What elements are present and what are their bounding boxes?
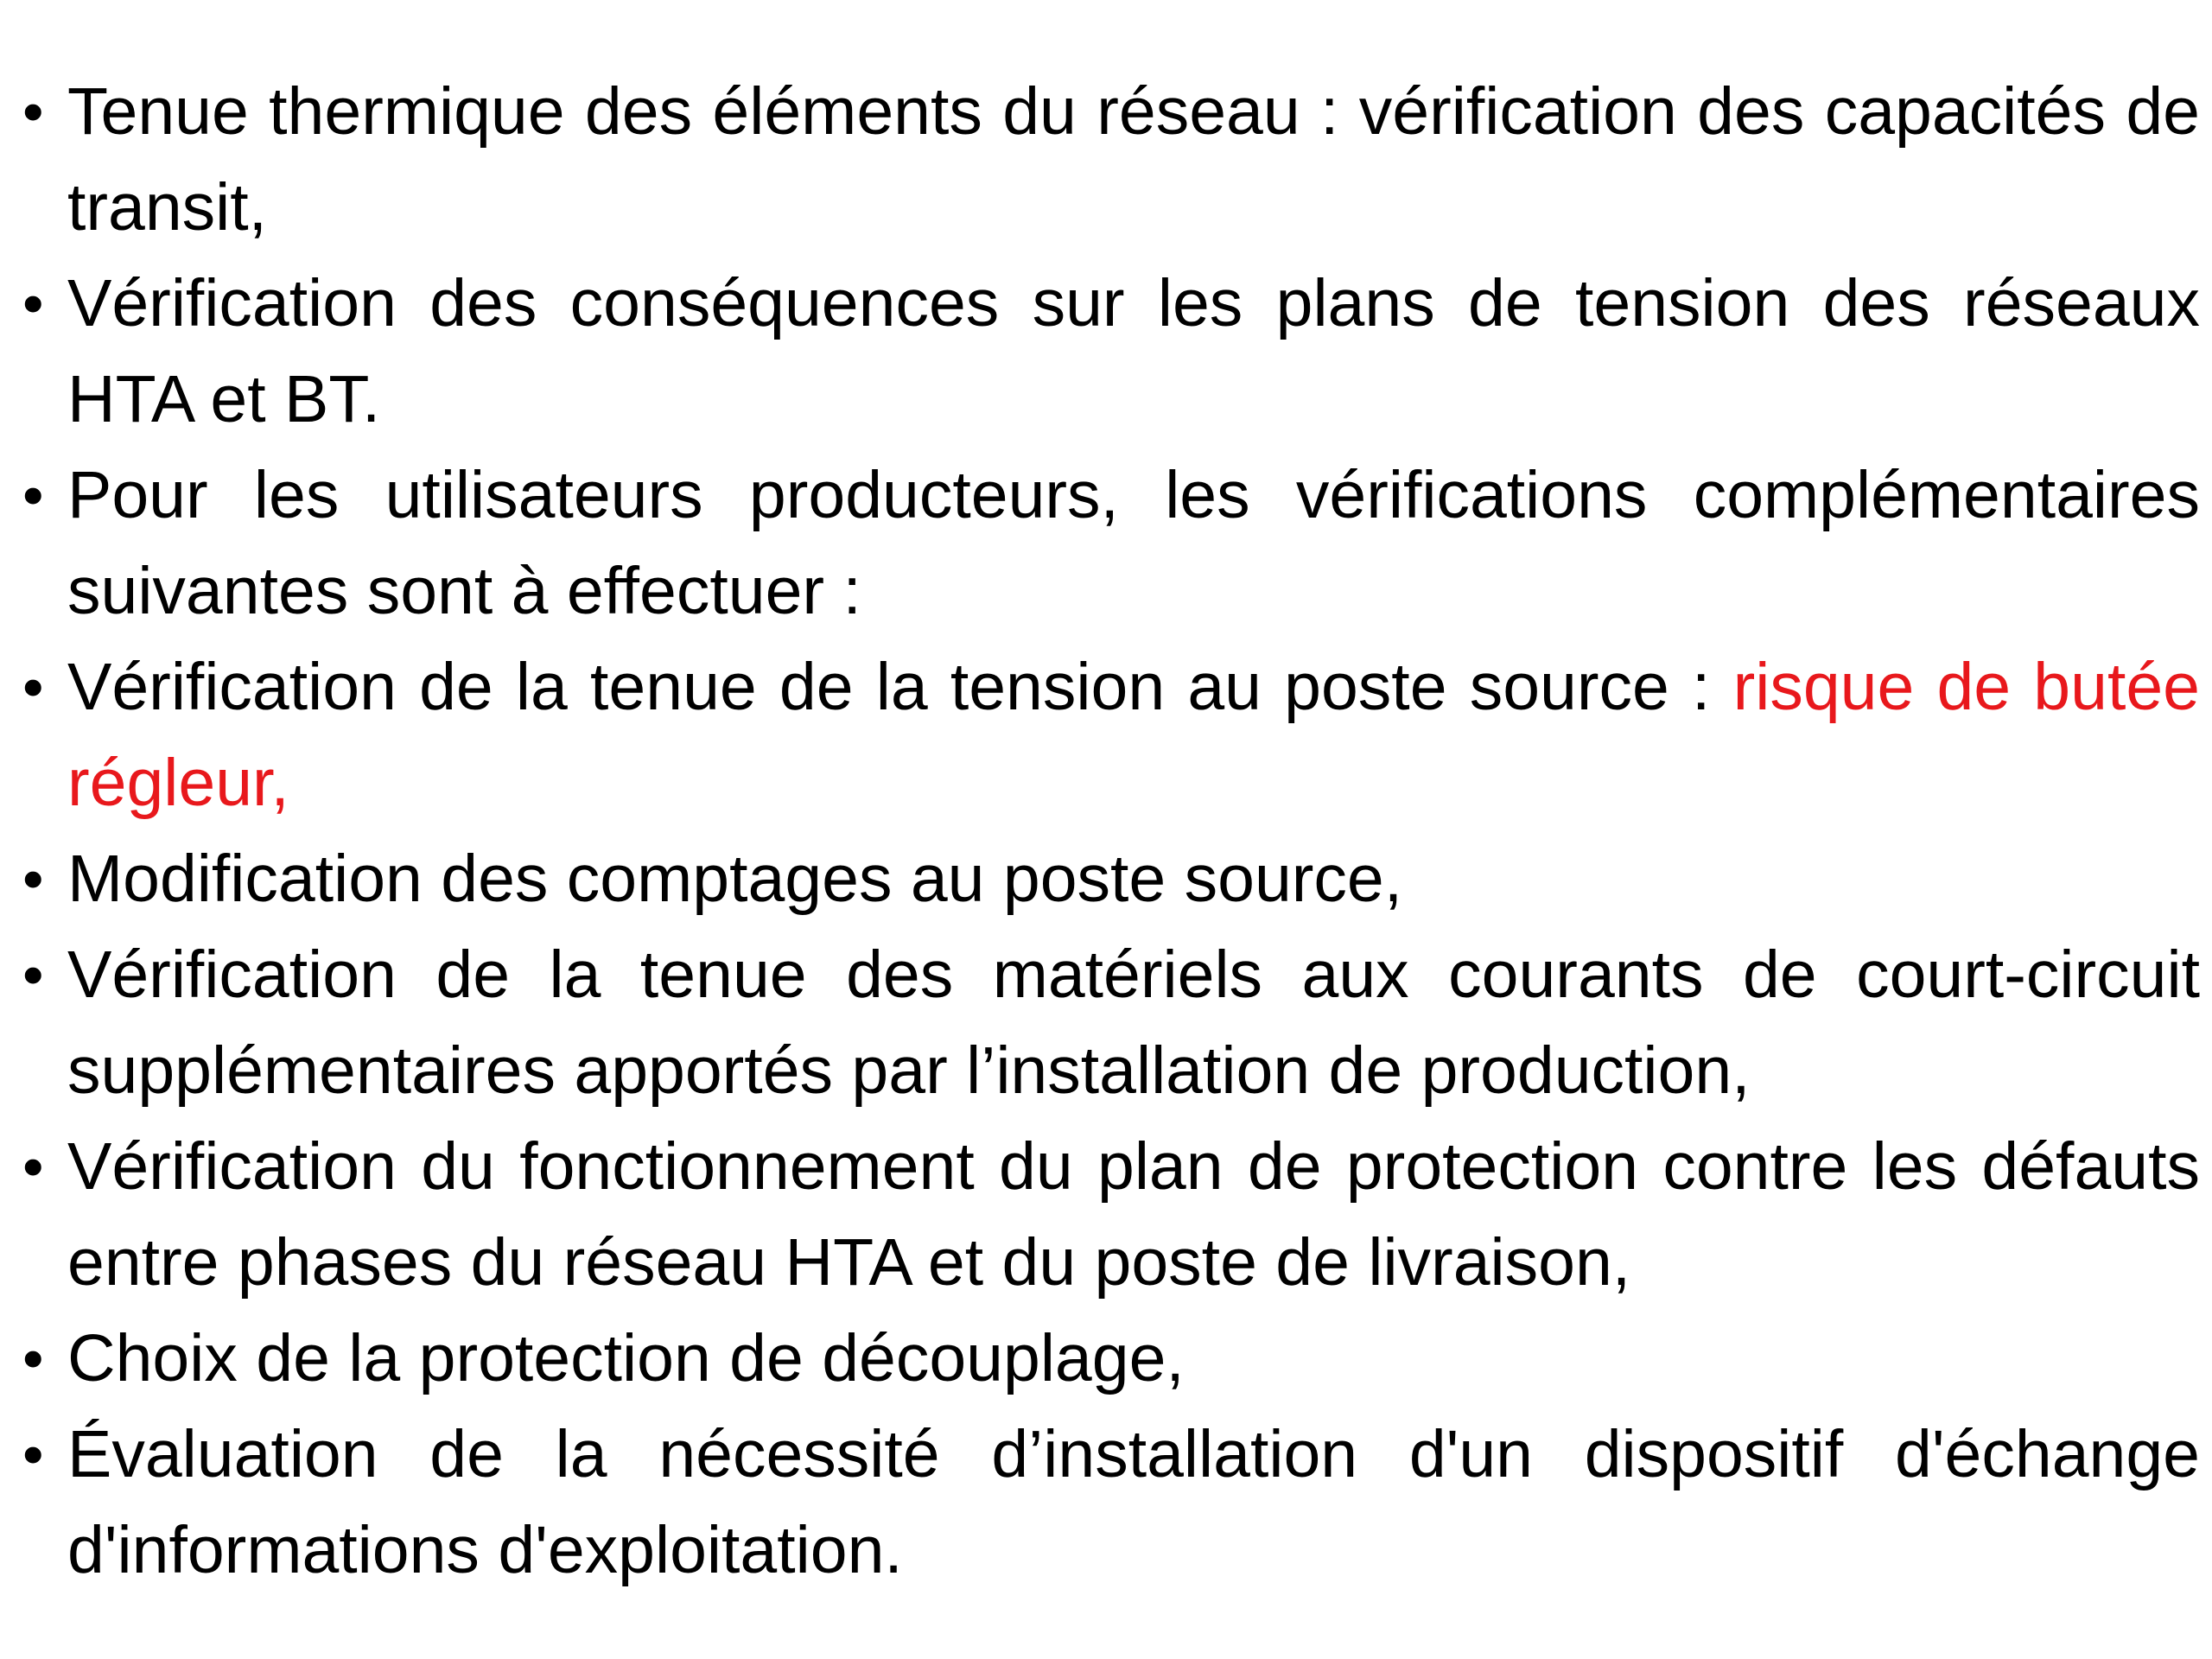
item-text: Vérification des conséquences sur les plans de tension des réseaux HTA et BT. bbox=[67, 266, 2200, 436]
item-text: Évaluation de la nécessité d’installation d'un dispositif d'échange d'informations d'exploitation. bbox=[67, 1417, 2200, 1587]
highlighted-text: risque de butée régleur, bbox=[67, 650, 2200, 820]
item-text: Vérification de la tenue de la tension au poste source : bbox=[67, 650, 1733, 724]
list-item bbox=[22, 256, 2200, 448]
list-item bbox=[22, 448, 2200, 639]
bullet-icon: • bbox=[22, 653, 44, 721]
list-item bbox=[22, 639, 2200, 831]
list-item bbox=[22, 1407, 2200, 1599]
bullet-icon: • bbox=[22, 1325, 44, 1392]
bullet-list bbox=[22, 64, 2200, 1599]
list-item bbox=[22, 831, 2200, 927]
bullet-icon: • bbox=[22, 270, 44, 337]
bullet-icon: • bbox=[22, 78, 44, 145]
list-item bbox=[22, 64, 2200, 256]
item-text: Vérification de la tenue des matériels aux courants de court-circuit supplémentaires apportés par l’installation de production, bbox=[67, 938, 2200, 1108]
item-text: Tenue thermique des éléments du réseau : vérification des capacités de transit, bbox=[67, 74, 2200, 245]
item-text: Vérification du fonctionnement du plan de protection contre les défauts entre phases du réseau HTA et du poste de livraison, bbox=[67, 1129, 2200, 1300]
bullet-icon: • bbox=[22, 845, 44, 912]
bullet-icon: • bbox=[22, 461, 44, 529]
item-text: Choix de la protection de découplage, bbox=[67, 1321, 1185, 1395]
item-text: Modification des comptages au poste source, bbox=[67, 842, 1403, 916]
bullet-icon: • bbox=[22, 941, 44, 1008]
list-item bbox=[22, 1119, 2200, 1311]
list-item bbox=[22, 1311, 2200, 1407]
bullet-icon: • bbox=[22, 1133, 44, 1200]
list-item bbox=[22, 927, 2200, 1119]
bullet-icon: • bbox=[22, 1421, 44, 1488]
item-text: Pour les utilisateurs producteurs, les vérifications complémentaires suivantes sont à effectuer : bbox=[67, 458, 2200, 628]
